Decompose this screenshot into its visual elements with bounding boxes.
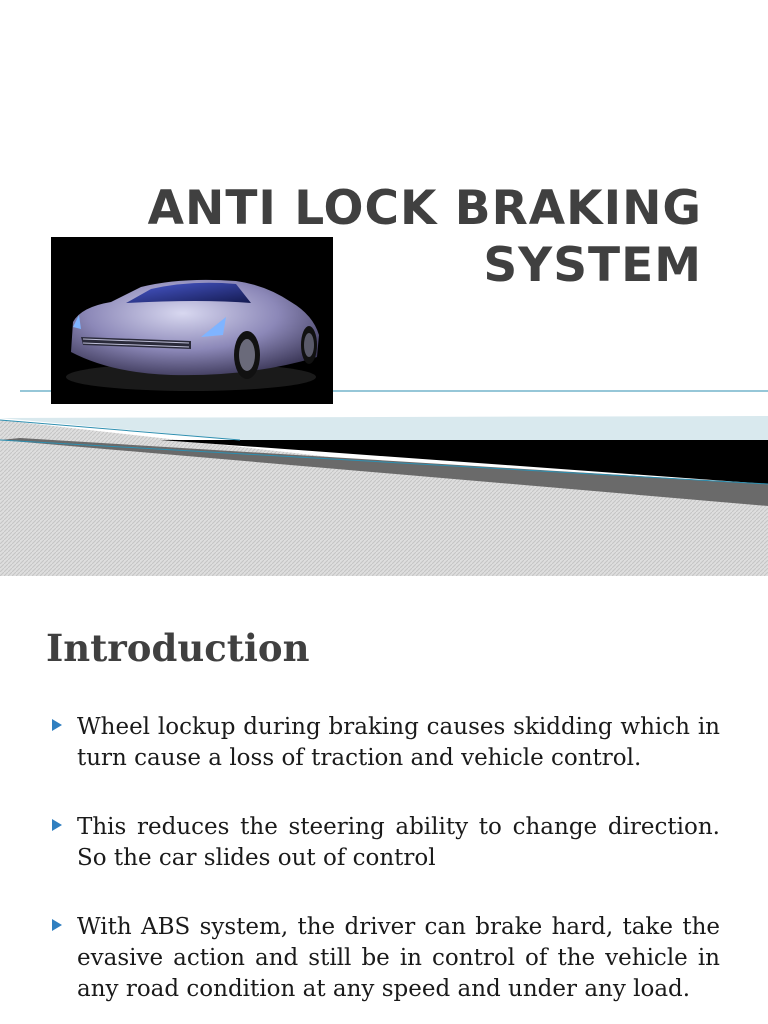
bullet-item bbox=[52, 712, 720, 774]
slide-heading: Introduction bbox=[46, 626, 310, 670]
bullet-item bbox=[52, 912, 720, 1005]
triangle-bullet-icon bbox=[52, 919, 62, 931]
decorative-band bbox=[0, 380, 768, 576]
title-line-2: SYSTEM bbox=[483, 238, 702, 293]
car-image bbox=[51, 237, 333, 404]
title-line-1: ANTI LOCK BRAKING bbox=[147, 181, 702, 236]
bullet-item bbox=[52, 812, 720, 874]
bullet-text: With ABS system, the driver can brake hard, take the evasive action and still be in control of the vehicle in any road condition at any speed and under any load. bbox=[77, 914, 720, 1002]
triangle-bullet-icon bbox=[52, 819, 62, 831]
introduction-slide bbox=[0, 576, 768, 1024]
bullet-text: Wheel lockup during braking causes skidding which in turn cause a loss of traction and vehicle control. bbox=[77, 714, 720, 771]
triangle-bullet-icon bbox=[52, 719, 62, 731]
bullet-text: This reduces the steering ability to change direction. So the car slides out of control bbox=[77, 814, 720, 871]
bullet-list bbox=[52, 712, 720, 1024]
